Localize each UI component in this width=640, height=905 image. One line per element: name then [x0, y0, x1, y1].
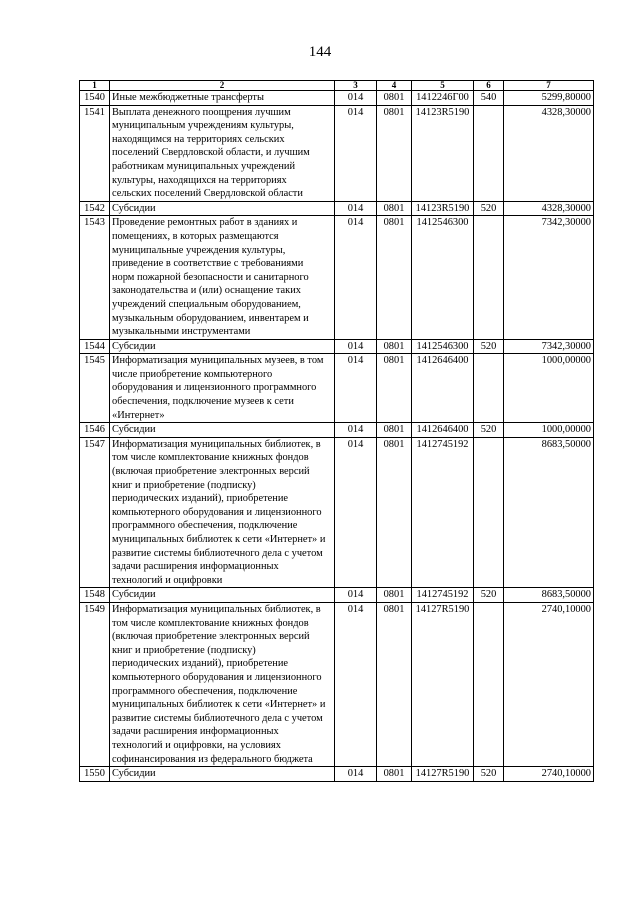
expense-type-code: 520 — [474, 339, 504, 354]
ministry-code: 014 — [335, 602, 377, 766]
target-code: 1412646400 — [412, 423, 474, 438]
expense-type-code: 520 — [474, 423, 504, 438]
amount: 7342,30000 — [504, 216, 594, 339]
row-name: Субсидии — [110, 588, 335, 603]
target-code: 1412546300 — [412, 216, 474, 339]
row-name: Субсидии — [110, 423, 335, 438]
row-name: Проведение ремонтных работ в зданиях и помещениях, в которых размещаются муниципальные учреждения культуры, приведение в соответствие с требованиями норм пожарной безопасности и санитарного законодательства и (или) оснащение таких учреждений специальным оборудованием, музыкальным оборудованием, инвентарем и музыкальными инструментами — [110, 216, 335, 339]
row-number: 1547 — [80, 437, 110, 588]
row-number: 1544 — [80, 339, 110, 354]
budget-table — [79, 80, 594, 782]
row-number: 1546 — [80, 423, 110, 438]
col-header: 2 — [110, 81, 335, 91]
expense-type-code — [474, 354, 504, 423]
table-row — [80, 216, 594, 339]
expense-type-code: 520 — [474, 588, 504, 603]
ministry-code: 014 — [335, 216, 377, 339]
row-number: 1545 — [80, 354, 110, 423]
table-row — [80, 201, 594, 216]
amount: 4328,30000 — [504, 105, 594, 201]
amount: 1000,00000 — [504, 423, 594, 438]
ministry-code: 014 — [335, 201, 377, 216]
row-name: Информатизация муниципальных библиотек, в том числе комплектование книжных фондов (включая приобретение электронных версий книг и приобретение (подписку) периодических изданий), приобретение компьютерного оборудования и лицензионного программного обеспечения, подключение муниципальных библиотек к сети «Интернет» и развитие системы библиотечного дела с учетом задачи расширения информационных технологий и оцифровки — [110, 437, 335, 588]
expense-type-code: 540 — [474, 91, 504, 106]
row-number: 1542 — [80, 201, 110, 216]
section-code: 0801 — [377, 216, 412, 339]
row-name: Субсидии — [110, 201, 335, 216]
expense-type-code — [474, 105, 504, 201]
section-code: 0801 — [377, 767, 412, 782]
expense-type-code — [474, 602, 504, 766]
amount: 4328,30000 — [504, 201, 594, 216]
ministry-code: 014 — [335, 105, 377, 201]
ministry-code: 014 — [335, 354, 377, 423]
amount: 8683,50000 — [504, 437, 594, 588]
row-number: 1541 — [80, 105, 110, 201]
col-header: 1 — [80, 81, 110, 91]
col-header: 3 — [335, 81, 377, 91]
row-number: 1543 — [80, 216, 110, 339]
section-code: 0801 — [377, 201, 412, 216]
table-row — [80, 423, 594, 438]
ministry-code: 014 — [335, 339, 377, 354]
expense-type-code: 520 — [474, 201, 504, 216]
row-number: 1540 — [80, 91, 110, 106]
target-code: 1412646400 — [412, 354, 474, 423]
table-row — [80, 354, 594, 423]
page-number: 144 — [308, 44, 332, 60]
table-row — [80, 767, 594, 782]
row-name: Субсидии — [110, 339, 335, 354]
row-name: Субсидии — [110, 767, 335, 782]
row-number: 1550 — [80, 767, 110, 782]
table-row — [80, 105, 594, 201]
row-name: Иные межбюджетные трансферты — [110, 91, 335, 106]
amount: 8683,50000 — [504, 588, 594, 603]
section-code: 0801 — [377, 602, 412, 766]
amount: 5299,80000 — [504, 91, 594, 106]
section-code: 0801 — [377, 588, 412, 603]
ministry-code: 014 — [335, 767, 377, 782]
target-code: 14123R5190 — [412, 201, 474, 216]
row-number: 1548 — [80, 588, 110, 603]
section-code: 0801 — [377, 354, 412, 423]
expense-type-code — [474, 437, 504, 588]
col-header: 5 — [412, 81, 474, 91]
amount: 7342,30000 — [504, 339, 594, 354]
ministry-code: 014 — [335, 437, 377, 588]
target-code: 1412745192 — [412, 437, 474, 588]
section-code: 0801 — [377, 437, 412, 588]
header-row — [80, 81, 594, 91]
row-name: Информатизация муниципальных библиотек, в том числе комплектование книжных фондов (включая приобретение электронных версий книг и приобретение (подписку) периодических изданий), приобретение компьютерного оборудования и лицензионного программного обеспечения, подключение муниципальных библиотек к сети «Интернет» и развитие системы библиотечного дела с учетом задачи расширения информационных технологий и оцифровки, на условиях софинансирования из федерального бюджета — [110, 602, 335, 766]
target-code: 1412246Г00 — [412, 91, 474, 106]
section-code: 0801 — [377, 423, 412, 438]
row-name: Информатизация муниципальных музеев, в том числе приобретение компьютерного оборудования и лицензионного программного обеспечения, подключение музеев к сети «Интернет» — [110, 354, 335, 423]
target-code: 14127R5190 — [412, 602, 474, 766]
target-code: 14127R5190 — [412, 767, 474, 782]
col-header: 6 — [474, 81, 504, 91]
section-code: 0801 — [377, 105, 412, 201]
amount: 1000,00000 — [504, 354, 594, 423]
ministry-code: 014 — [335, 423, 377, 438]
target-code: 1412745192 — [412, 588, 474, 603]
row-name: Выплата денежного поощрения лучшим муниципальным учреждениям культуры, находящимся на территориях сельских поселений Свердловской области, и лучшим работникам муниципальных учреждений культуры, находящихся на территориях сельских поселений Свердловской области — [110, 105, 335, 201]
table-row — [80, 91, 594, 106]
amount: 2740,10000 — [504, 767, 594, 782]
amount: 2740,10000 — [504, 602, 594, 766]
ministry-code: 014 — [335, 588, 377, 603]
section-code: 0801 — [377, 339, 412, 354]
col-header: 4 — [377, 81, 412, 91]
expense-type-code — [474, 216, 504, 339]
table-row — [80, 588, 594, 603]
expense-type-code: 520 — [474, 767, 504, 782]
target-code: 14123R5190 — [412, 105, 474, 201]
target-code: 1412546300 — [412, 339, 474, 354]
table-row — [80, 437, 594, 588]
table-row — [80, 602, 594, 766]
col-header: 7 — [504, 81, 594, 91]
table-row — [80, 339, 594, 354]
ministry-code: 014 — [335, 91, 377, 106]
row-number: 1549 — [80, 602, 110, 766]
section-code: 0801 — [377, 91, 412, 106]
